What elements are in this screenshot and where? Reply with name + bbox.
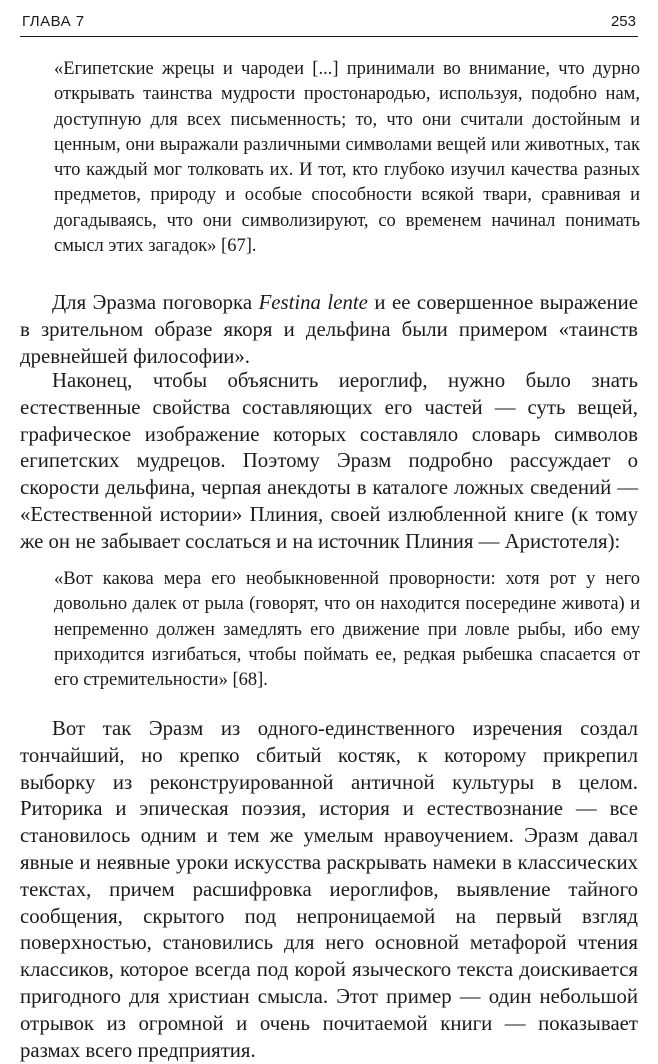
block-quote-1 [54,57,640,259]
paragraph-1 [20,290,638,370]
paragraph-3: Вот так Эразм из одного-единственного изречения создал тончайший, но крепко сбитый костяк, к которому прикрепил выборку из реконструированной античной культуры в целом. Риторика и эпическая поэзия, история и естествознание — все становилось одним и тем же умелым нравоучением. Эразм давал явные и неявные уроки искусства раскрывать намеки в классических текстах, причем расшифровка иероглифов, выявление тайного сообщения, скрытого под непроницаемой на первый взгляд поверхностью, становились для него основной метафорой чтения классиков, которое всегда под корой языческого текста доискивается пригодного для христиан смысла. Этот пример — один небольшой отрывок из огромной и очень почитаемой книги — показывает размах всего предприятия. [20,717,638,1062]
page-number: 253 [610,13,636,30]
chapter-title: ГЛАВА 7 [22,13,85,30]
quote-text: «Вот какова мера его необыкновенной проворности: хотя рот у него довольно далек от рыла (говорят, что он находится посередине живота) и непременно должен замедлять его движение при ловле рыбы, ибо ему приходится изгибаться, чтобы поймать ее, редкая рыбешка спасается от его стремительности» [68]. [54,569,640,691]
block-quote-2 [54,567,640,693]
quote-text: «Египетские жрецы и чародеи [...] принимали во внимание, что дурно открывать таинства мудрости простонародью, используя, подобно нам, доступную для всех письменность; то, что они считали достойным и ценным, они выражали различными символами вещей или животных, так что каждый мог толковать их. И тот, кто глубоко изучил качества разных предметов, природу и особые способности всякой твари, сравнивая и догадываясь, что они символизируют, со временем начинал понимать смысл этих загадок» [67]. [54,59,640,257]
latin-phrase: Festina lente [258,291,368,314]
paragraph-text: Для Эразма поговорка [52,291,259,314]
paragraph-text: и ее совершенное выражение в зрительном образе якоря и дельфина были примером «таинств древнейшей философии». [20,291,638,368]
running-header [20,10,638,37]
paragraph-2: Наконец, чтобы объяснить иероглиф, нужно было знать естественные свойства составляющих его частей — суть вещей, графическое изображение которых составляло словарь символов египетских мудрецов. Поэтому Эразм подробно рассуждает о скорости дельфина, черпая анекдоты в каталоге ложных сведений — «Естественной истории» Плиния, своей излюбленной книге (к тому же он не забывает сослаться и на источник Плиния — Аристотеля): [20,369,638,553]
